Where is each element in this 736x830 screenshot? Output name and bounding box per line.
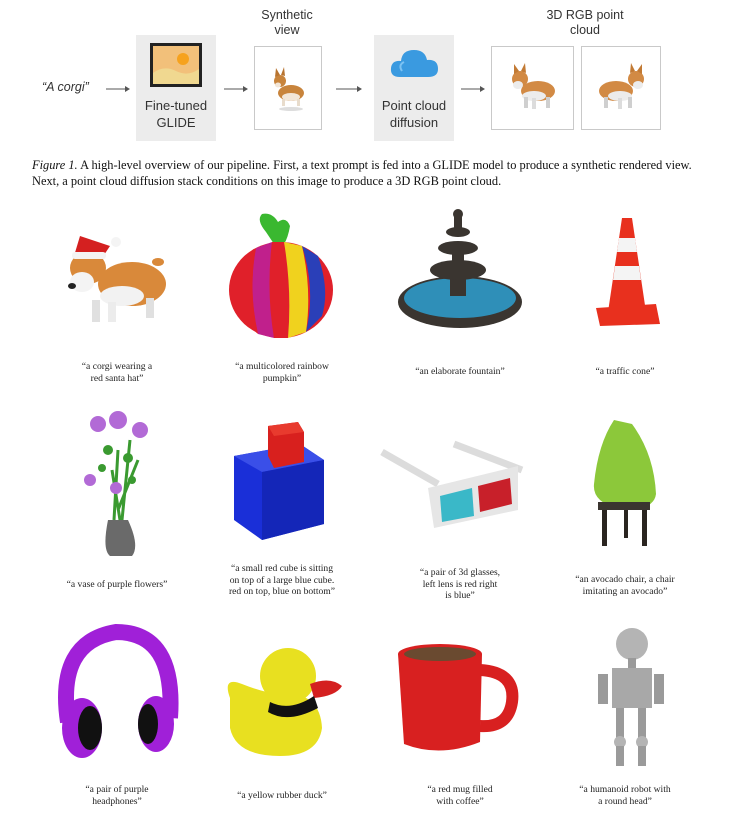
glide-label-line1: Fine-tuned (144, 98, 208, 113)
sample-label-red-mug (395, 784, 525, 807)
sample-label-traffic-cone (560, 366, 690, 378)
sample-label-line: “a red mug filled (427, 784, 493, 795)
sample-label-line: imitating an avocado” (582, 585, 668, 597)
sample-label-line: “a small red cube is sitting (230, 563, 334, 574)
sample-label-line: “a pair of purple (85, 784, 149, 795)
traffic-cone-pointcloud (586, 212, 666, 332)
synthetic-view-label-line1: Synthetic (261, 8, 313, 22)
sample-label-line: a round head” (598, 795, 652, 807)
figure-caption-text: A high-level overview of our pipeline. First, a text prompt is fed into a GLIDE model to produce a synthetic rendered view. Next, a point cloud diffusion stack conditions on this image to produce a 3D RGB point cloud. (32, 158, 692, 188)
sample-label-rubber-duck (217, 790, 347, 802)
sample-label-fountain (395, 366, 525, 378)
rainbow-pumpkin-pointcloud (226, 212, 336, 342)
diffusion-label-line1: Point cloud (381, 98, 447, 113)
sample-label-line: “a yellow rubber duck” (237, 790, 327, 801)
sample-label-line: “a pair of 3d glasses, (419, 567, 501, 578)
sample-label-vase-flowers (52, 579, 182, 591)
sample-label-line: “an avocado chair, a chair (575, 574, 675, 585)
sample-label-line: is blue” (445, 590, 475, 601)
sample-label-line: red santa hat” (90, 372, 144, 384)
sample-label-line: red on top, blue on bottom” (228, 586, 336, 597)
sample-label-3d-glasses (395, 567, 525, 602)
figure-label: Figure 1. (32, 158, 78, 172)
pipeline-prompt: “A corgi” (42, 80, 89, 94)
purple-headphones-pointcloud (52, 618, 182, 768)
sample-label-humanoid-robot (560, 784, 690, 807)
sample-label-corgi-santa-hat (52, 361, 182, 384)
sample-label-line: “a multicolored rainbow (235, 361, 329, 372)
sample-label-line: headphones” (92, 795, 142, 807)
red-mug-pointcloud (392, 640, 522, 760)
output-label-line2: cloud (570, 23, 600, 37)
sample-label-rainbow-pumpkin (217, 361, 347, 384)
sample-label-line: with coffee” (436, 795, 484, 807)
sample-label-line: “an elaborate fountain” (415, 366, 505, 377)
glide-label-line2: GLIDE (156, 115, 196, 130)
rubber-duck-pointcloud (218, 632, 348, 762)
vase-flowers-pointcloud (68, 410, 178, 560)
sample-label-line: “a vase of purple flowers” (66, 579, 168, 590)
sample-label-line: “a humanoid robot with (579, 784, 671, 795)
sample-label-purple-headphones (52, 784, 182, 807)
sample-label-red-blue-cubes (217, 563, 347, 598)
output-label-line1: 3D RGB point (546, 8, 624, 22)
sample-label-line: “a corgi wearing a (81, 361, 153, 372)
synthetic-view-label-line2: view (274, 23, 300, 37)
humanoid-robot-pointcloud (590, 624, 670, 774)
sample-label-line: pumpkin” (262, 372, 302, 384)
sample-label-avocado-chair (560, 574, 690, 597)
sample-label-line: “a traffic cone” (595, 366, 655, 377)
red-blue-cubes-pointcloud (226, 420, 336, 545)
avocado-chair-pointcloud (584, 414, 664, 554)
fountain-pointcloud (394, 208, 524, 333)
sample-label-line: on top of a large blue cube. (229, 574, 335, 586)
diffusion-label-line2: diffusion (389, 115, 439, 130)
sample-label-line: left lens is red right (422, 578, 498, 590)
3d-glasses-pointcloud (378, 440, 528, 540)
corgi-santa-hat-pointcloud (50, 222, 180, 337)
